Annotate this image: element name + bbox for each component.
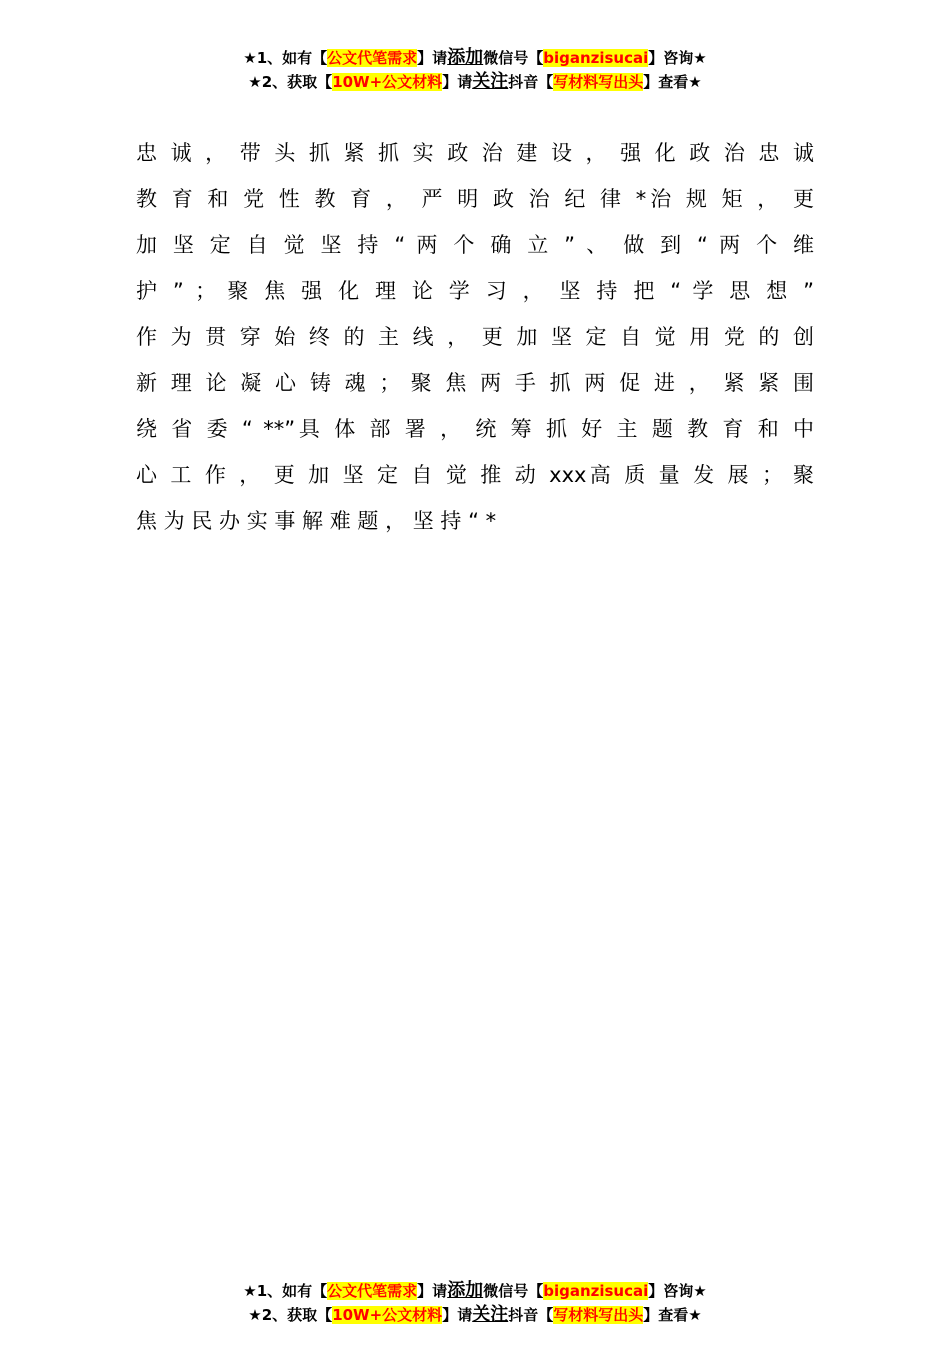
header-materials-highlight: 10W+公文材料 [332, 73, 443, 91]
header-line-2 [0, 70, 950, 94]
header-line-1-prefix: ★1、如有【 [243, 49, 328, 67]
footer-add-emphasis: 添加 [447, 1280, 484, 1301]
footer-service-highlight: 公文代笔需求 [327, 1282, 418, 1300]
footer-line-1-text-2: 微信号【 [483, 1282, 544, 1300]
header-line-2-text-2: 抖音【 [508, 73, 554, 91]
footer-line-2-suffix: 】查看★ [643, 1306, 702, 1324]
body-line: 护 ” ； 聚 焦 强 化 理 论 学 习 ， 坚 持 把 “ 学 思 想 ” [136, 279, 814, 303]
body-line: 新 理 论 凝 心 铸 魂 ； 聚 焦 两 手 抓 两 促 进 ， 紧 紧 围 [136, 371, 814, 395]
footer-line-1-suffix: 】咨询★ [648, 1282, 707, 1300]
document-body [136, 130, 814, 544]
footer-banner [0, 1279, 950, 1327]
body-line: 绕 省 委 “ **”具 体 部 署 ， 统 筹 抓 好 主 题 教 育 和 中 [136, 417, 814, 441]
header-banner [0, 46, 950, 94]
body-line: 作 为 贯 穿 始 终 的 主 线 ， 更 加 坚 定 自 觉 用 党 的 创 [136, 325, 814, 349]
body-line: 忠 诚 ， 带 头 抓 紧 抓 实 政 治 建 设 ， 强 化 政 治 忠 诚 [136, 141, 814, 165]
header-line-2-prefix: ★2、获取【 [248, 73, 333, 91]
footer-line-1-prefix: ★1、如有【 [243, 1282, 328, 1300]
footer-follow-emphasis: 关注 [472, 1304, 509, 1325]
body-line: 教 育 和 党 性 教 育 ， 严 明 政 治 纪 律 *治 规 矩 ， 更 [136, 187, 814, 211]
header-line-1 [0, 46, 950, 70]
header-line-1-suffix: 】咨询★ [648, 49, 707, 67]
footer-line-2-text-2: 抖音【 [508, 1306, 554, 1324]
header-service-highlight: 公文代笔需求 [327, 49, 418, 67]
footer-line-2 [0, 1303, 950, 1327]
footer-materials-highlight: 10W+公文材料 [332, 1306, 443, 1324]
footer-line-2-prefix: ★2、获取【 [248, 1306, 333, 1324]
footer-line-1 [0, 1279, 950, 1303]
header-line-1-text-2: 微信号【 [483, 49, 544, 67]
footer-line-1-text: 】请 [417, 1282, 448, 1300]
footer-line-2-text: 】请 [442, 1306, 473, 1324]
header-line-2-text: 】请 [442, 73, 473, 91]
footer-douyin-account: 写材料写出头 [553, 1306, 644, 1324]
body-line: 加 坚 定 自 觉 坚 持 “ 两 个 确 立 ” 、 做 到 “ 两 个 维 [136, 233, 814, 257]
body-line: 心 工 作 ， 更 加 坚 定 自 觉 推 动 xxx高 质 量 发 展 ； 聚 [136, 463, 814, 487]
footer-wechat-id: biganzisucai [543, 1282, 649, 1300]
header-add-emphasis: 添加 [447, 47, 484, 68]
header-line-2-suffix: 】查看★ [643, 73, 702, 91]
header-follow-emphasis: 关注 [472, 71, 509, 92]
header-douyin-account: 写材料写出头 [553, 73, 644, 91]
body-line: 焦 为 民 办 实 事 解 难 题 ， 坚 持 “ * [136, 509, 497, 533]
header-wechat-id: biganzisucai [543, 49, 649, 67]
header-line-1-text: 】请 [417, 49, 448, 67]
